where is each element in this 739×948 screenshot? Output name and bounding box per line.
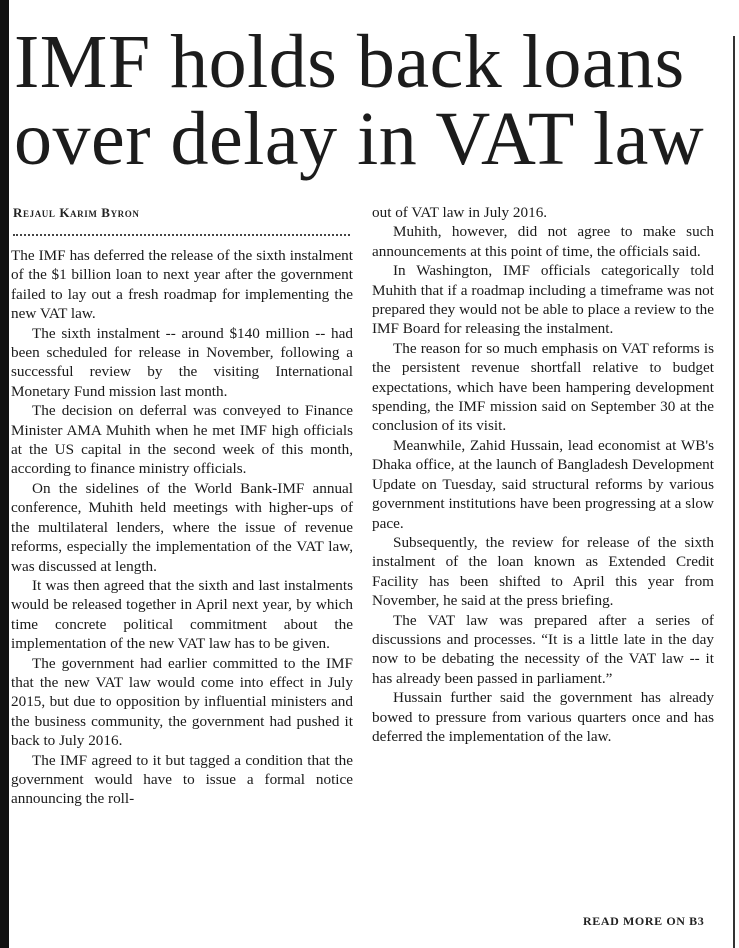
paragraph: The government had earlier committed to the IMF that the new VAT law would come into effect in July 2015, but due to opposition by influential ministers and the business community, the government had pushed it back to July 2016. xyxy=(11,654,353,750)
paragraph: The VAT law was prepared after a series of discussions and processes. “It is a little late in the day now to be debating the necessity of the VAT law -- it has already been passed in parliament.” xyxy=(372,611,714,687)
paragraph: Hussain further said the government has already bowed to pressure from various quarters once and has deferred the implementation of the law. xyxy=(372,689,714,745)
paragraph: The IMF has deferred the release of the sixth instalment of the $1 billion loan to next year after the government failed to lay out a fresh roadmap for implementing the new VAT law. xyxy=(11,247,353,323)
read-more-link[interactable]: READ MORE ON B3 xyxy=(583,914,705,928)
byline-divider xyxy=(13,234,350,236)
byline: Rejaul Karim Byron xyxy=(13,205,140,220)
paragraph: The IMF agreed to it but tagged a condition that the government would have to issue a formal notice announcing the roll- xyxy=(11,751,353,808)
paragraph: On the sidelines of the World Bank-IMF annual conference, Muhith held meetings with higher-ups of the multilateral lenders, where the issue of revenue reforms, especially the implementation of the VAT law, was discussed at length. xyxy=(11,479,353,575)
paragraph: The sixth instalment -- around $140 million -- had been scheduled for release in November, following a successful review by the visiting International Monetary Fund mission last month. xyxy=(11,324,353,400)
page-edge-bar xyxy=(0,0,9,948)
paragraph: The reason for so much emphasis on VAT reforms is the persistent revenue shortfall relative to budget expectations, which have been hampering development spending, the IMF mission said on September 30 at the conclusion of its visit. xyxy=(372,339,714,435)
article-column-1 xyxy=(11,246,353,809)
paragraph: Muhith, however, did not agree to make such announcements at this point of time, the officials said. xyxy=(372,223,714,260)
paragraph: Subsequently, the review for release of the sixth instalment of the loan known as Extended Credit Facility has been shifted to April this year from November, he said at the press briefing. xyxy=(372,533,714,610)
paragraph: Meanwhile, Zahid Hussain, lead economist at WB's Dhaka office, at the launch of Bangladesh Development Update on Tuesday, said structural reforms by various government institutions have been progressing at a slow pace. xyxy=(372,436,714,532)
column-rule xyxy=(733,36,735,948)
headline: IMF holds back loans over delay in VAT law xyxy=(14,20,705,181)
article-column-2 xyxy=(372,203,714,746)
paragraph: The decision on deferral was conveyed to Finance Minister AMA Muhith when he met IMF high officials at the US capital in the second week of this month, according to finance ministry officials. xyxy=(11,402,353,478)
paragraph: In Washington, IMF officials categorically told Muhith that if a roadmap including a timeframe was not prepared they would not be able to place a review to the IMF Board for releasing the instalment. xyxy=(372,262,714,338)
paragraph: out of VAT law in July 2016. xyxy=(372,204,548,221)
paragraph: It was then agreed that the sixth and last instalments would be released together in April next year, by which time concrete political commitment about the implementation of the new VAT law has to be given. xyxy=(11,576,353,653)
